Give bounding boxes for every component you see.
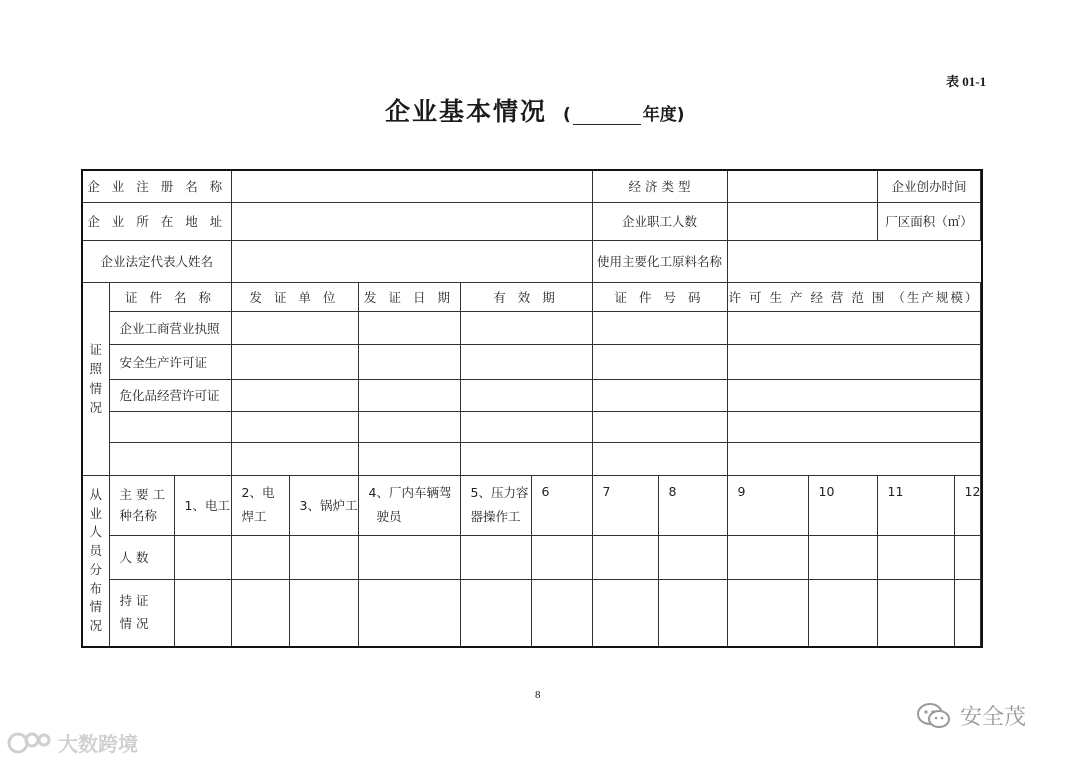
work-type-electrician: 1、电工 [174, 475, 231, 535]
license-cell-issuer[interactable] [231, 344, 358, 379]
certified-cell[interactable] [727, 579, 808, 647]
year-open-paren: ( [563, 105, 571, 125]
headcount-cell[interactable] [460, 535, 531, 579]
headcount-cell[interactable] [231, 535, 289, 579]
work-type-6: 6 [531, 475, 592, 535]
certified-cell[interactable] [231, 579, 289, 647]
staff-section-label: 从 业 人 员 分 布 情 况 [82, 475, 109, 647]
input-econ-type[interactable] [727, 170, 877, 202]
certified-cell[interactable] [808, 579, 877, 647]
input-employees[interactable] [727, 202, 877, 240]
headcount-cell[interactable] [808, 535, 877, 579]
year-suffix: 年度) [642, 105, 685, 125]
header-validity: 有 效 期 [460, 282, 592, 311]
license-cell-issuer[interactable] [231, 442, 358, 475]
license-cell-validity[interactable] [460, 311, 592, 344]
certified-cell[interactable] [531, 579, 592, 647]
watermark-left-text: 大数跨境 [58, 732, 138, 756]
license-cell-date[interactable] [358, 379, 460, 411]
label-certified: 持 证 情 况 [109, 579, 174, 647]
headcount-cell[interactable] [289, 535, 358, 579]
work-type-pressure-vessel: 5、压力容 器操作工 [460, 475, 531, 535]
header-scope: 许 可 生 产 经 营 范 围 （生产规模） [727, 282, 981, 311]
year-field [563, 100, 685, 125]
license-cell-issuer[interactable] [231, 379, 358, 411]
license-section-label: 证 照 情 况 [82, 282, 109, 475]
headcount-cell[interactable] [727, 535, 808, 579]
license-row-blank[interactable] [109, 442, 231, 475]
headcount-cell[interactable] [954, 535, 981, 579]
license-cell-number[interactable] [592, 379, 727, 411]
license-cell-scope[interactable] [727, 411, 981, 442]
work-type-boiler: 3、锅炉工 [289, 475, 358, 535]
headcount-cell[interactable] [358, 535, 460, 579]
wechat-icon [916, 701, 952, 731]
work-type-10: 10 [808, 475, 877, 535]
license-cell-number[interactable] [592, 442, 727, 475]
certified-cell[interactable] [658, 579, 727, 647]
certified-cell[interactable] [877, 579, 954, 647]
license-row-blank[interactable] [109, 411, 231, 442]
headcount-cell[interactable] [592, 535, 658, 579]
license-cell-issuer[interactable] [231, 311, 358, 344]
input-address[interactable] [231, 202, 592, 240]
input-founded[interactable] [981, 170, 983, 202]
label-founded: 企业创办时间 [877, 170, 981, 202]
year-blank-line[interactable] [573, 106, 641, 125]
certified-cell[interactable] [954, 579, 981, 647]
header-cert-number: 证 件 号 码 [592, 282, 727, 311]
license-cell-number[interactable] [592, 411, 727, 442]
license-cell-validity[interactable] [460, 442, 592, 475]
work-type-7: 7 [592, 475, 658, 535]
license-cell-validity[interactable] [460, 344, 592, 379]
input-plant-area[interactable] [981, 202, 983, 240]
label-plant-area: 厂区面积（㎡） [877, 202, 981, 240]
header-issue-date: 发 证 日 期 [358, 282, 460, 311]
input-reg-name[interactable] [231, 170, 592, 202]
license-cell-number[interactable] [592, 344, 727, 379]
header-cert-name: 证 件 名 称 [109, 282, 231, 311]
license-row-business: 企业工商营业执照 [109, 311, 231, 344]
license-cell-date[interactable] [358, 311, 460, 344]
input-legal-rep[interactable] [231, 240, 592, 282]
license-row-hazchem: 危化品经营许可证 [109, 379, 231, 411]
work-type-welder: 2、电 焊工 [231, 475, 289, 535]
license-cell-scope[interactable] [727, 442, 981, 475]
certified-cell[interactable] [289, 579, 358, 647]
certified-cell[interactable] [358, 579, 460, 647]
headcount-cell[interactable] [877, 535, 954, 579]
headcount-cell[interactable] [174, 535, 231, 579]
enterprise-info-table [81, 169, 983, 648]
certified-cell[interactable] [174, 579, 231, 647]
work-type-9: 9 [727, 475, 808, 535]
license-cell-scope[interactable] [727, 344, 981, 379]
work-type-8: 8 [658, 475, 727, 535]
watermark-logo-icon [6, 730, 52, 756]
label-headcount: 人 数 [109, 535, 174, 579]
label-reg-name: 企 业 注 册 名 称 [82, 170, 231, 202]
license-cell-scope[interactable] [727, 311, 981, 344]
watermark-right [916, 700, 1026, 731]
label-work-types: 主 要 工 种名称 [109, 475, 174, 535]
form-number: 表 01-1 [946, 74, 987, 89]
headcount-cell[interactable] [531, 535, 592, 579]
work-type-vehicle-driver: 4、厂内车辆驾 驶员 [358, 475, 460, 535]
license-cell-validity[interactable] [460, 379, 592, 411]
license-cell-date[interactable] [358, 344, 460, 379]
header-issuer: 发 证 单 位 [231, 282, 358, 311]
page-number: 8 [535, 689, 541, 701]
label-employees: 企业职工人数 [592, 202, 727, 240]
watermark-left [6, 728, 138, 757]
work-type-12: 12 [954, 475, 981, 535]
label-econ-type: 经 济 类 型 [592, 170, 727, 202]
label-address: 企 业 所 在 地 址 [82, 202, 231, 240]
page-title: 企业基本情况 [385, 97, 548, 126]
input-chem-materials[interactable] [727, 240, 982, 282]
license-cell-date[interactable] [358, 411, 460, 442]
certified-cell[interactable] [460, 579, 531, 647]
license-cell-validity[interactable] [460, 411, 592, 442]
license-row-safety: 安全生产许可证 [109, 344, 231, 379]
license-cell-issuer[interactable] [231, 411, 358, 442]
label-chem-materials: 使用主要化工原料名称 [592, 240, 727, 282]
headcount-cell[interactable] [658, 535, 727, 579]
license-cell-number[interactable] [592, 311, 727, 344]
watermark-right-text: 安全茂 [960, 705, 1027, 730]
certified-cell[interactable] [592, 579, 658, 647]
license-cell-date[interactable] [358, 442, 460, 475]
work-type-11: 11 [877, 475, 954, 535]
license-cell-scope[interactable] [727, 379, 981, 411]
label-legal-rep: 企业法定代表人姓名 [82, 240, 231, 282]
